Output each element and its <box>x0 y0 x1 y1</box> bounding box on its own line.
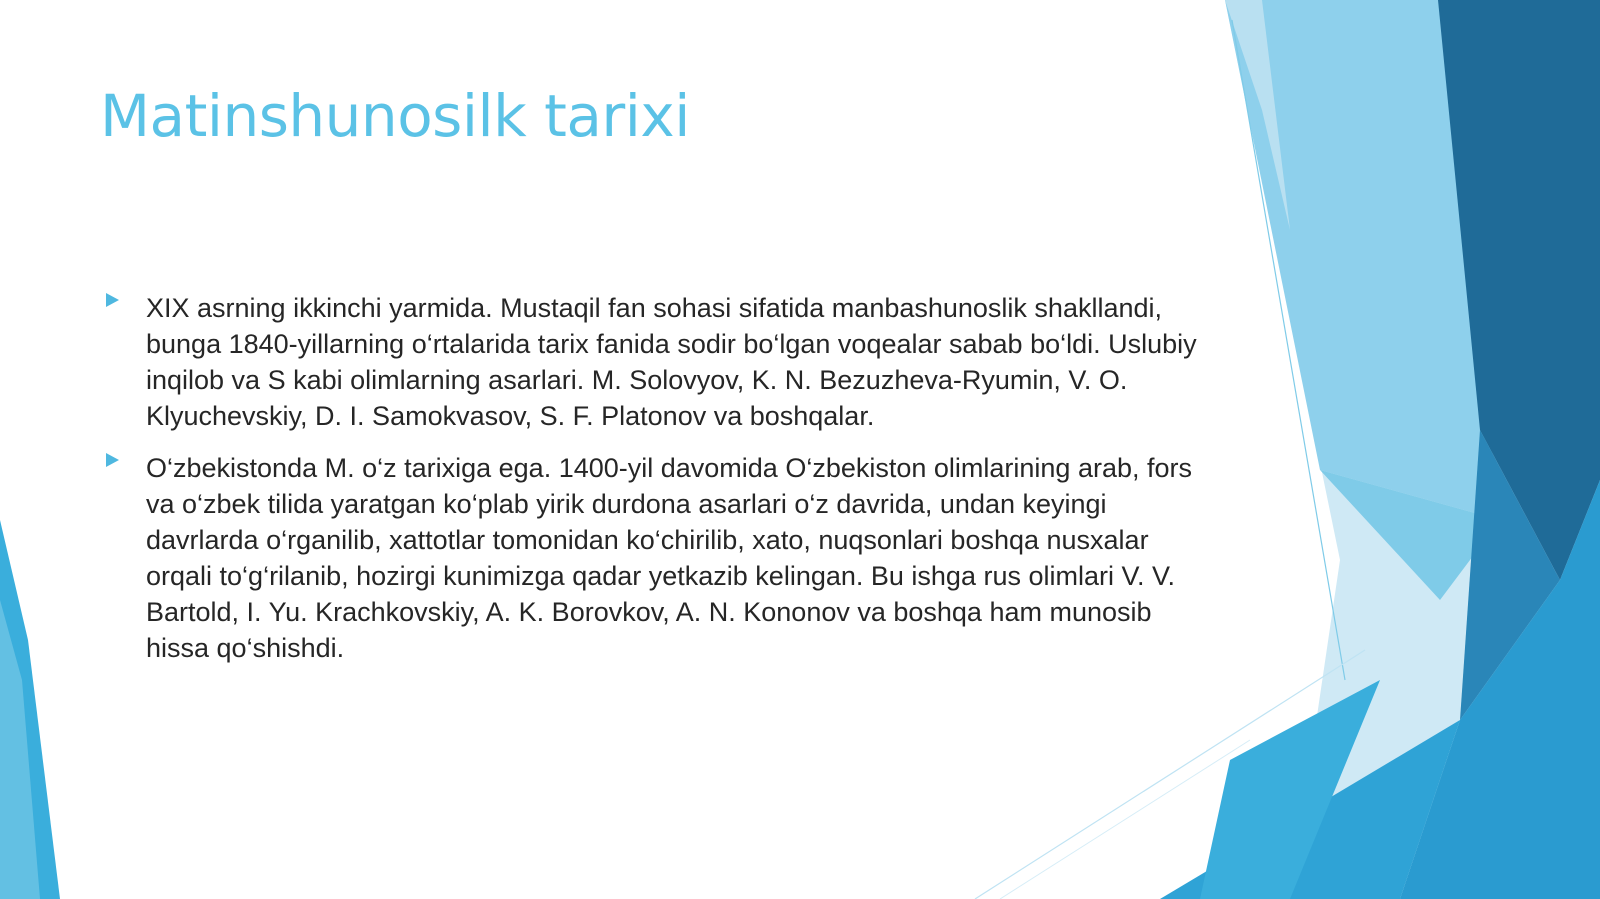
slide-title: Matinshunosilk tarixi <box>100 82 690 150</box>
bullet-list <box>100 290 1210 682</box>
triangle-bullet-icon <box>104 452 120 468</box>
bullet-item <box>100 290 1210 434</box>
bullet-text: XIX asrning ikkinchi yarmida. Mustaqil fan sohasi sifatida manbashunoslik shakllandi, bunga 1840-yillarning o‘rtalarida tarix fanida sodir bo‘lgan voqealar sabab bo‘ldi. Uslubiy inqilob va S kabi olimlarning asarlari. M. Solovyov, K. N. Bezuzheva-Ryumin, V. O. Klyuchevskiy, D. I. Samokvasov, S. F. Platonov va boshqalar. <box>146 293 1197 431</box>
bullet-text: O‘zbekistonda M. o‘z tarixiga ega. 1400-yil davomida O‘zbekiston olimlarining arab, fors va o‘zbek tilida yaratgan ko‘plab yirik durdona asarlari o‘z davrida, undan keyingi davrlarda o‘rganilib, xattotlar tomonidan ko‘chirilib, xato, nuqsonlari boshqa nusxalar orqali to‘g‘rilanib, hozirgi kunimizga qadar yetkazib kelingan. Bu ishga rus olimlari V. V. Bartold, I. Yu. Krachkovskiy, A. K. Borovkov, A. N. Kononov va boshqa ham munosib hissa qo‘shishdi. <box>146 453 1192 663</box>
bullet-item <box>100 450 1210 666</box>
triangle-bullet-icon <box>104 292 120 308</box>
